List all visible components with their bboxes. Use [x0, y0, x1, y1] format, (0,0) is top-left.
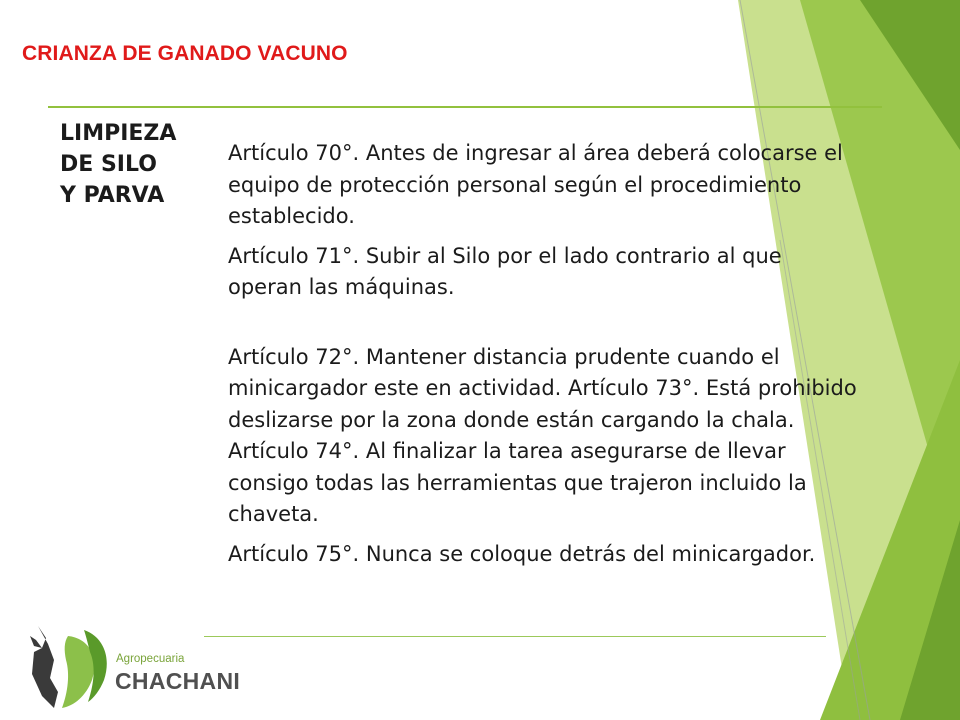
top-divider — [48, 106, 882, 108]
paragraph-article-72-74: Artículo 72°. Mantener distancia prudente cuando el minicargador este en actividad. Artículo 73°. Está prohibido deslizarse por la zona donde están cargando la chala. Artículo 74°. Al finalizar la tarea asegurarse de llevar consigo todas las herramientas que trajeron incluido la chaveta. — [228, 344, 857, 526]
body-text — [228, 138, 860, 570]
bottom-divider — [204, 636, 826, 637]
header-title: CRIANZA DE GANADO VACUNO — [22, 42, 348, 65]
logo-name: CHACHANI — [115, 668, 241, 694]
logo-tagline: Agropecuaria — [116, 653, 185, 665]
paragraph-article-71: Artículo 71°. Subir al Silo por el lado contrario al que operan las máquinas. — [228, 243, 782, 299]
section-heading: LIMPIEZA DE SILO Y PARVA — [60, 121, 177, 208]
paragraph-article-70: Artículo 70°. Antes de ingresar al área deberá colocarse el equipo de protección personal según el procedimiento establecido. — [228, 141, 843, 228]
paragraph-article-75: Artículo 75°. Nunca se coloque detrás del minicargador. — [228, 541, 816, 566]
company-logo — [28, 622, 241, 712]
cow-leaf-logo-icon — [28, 622, 112, 710]
